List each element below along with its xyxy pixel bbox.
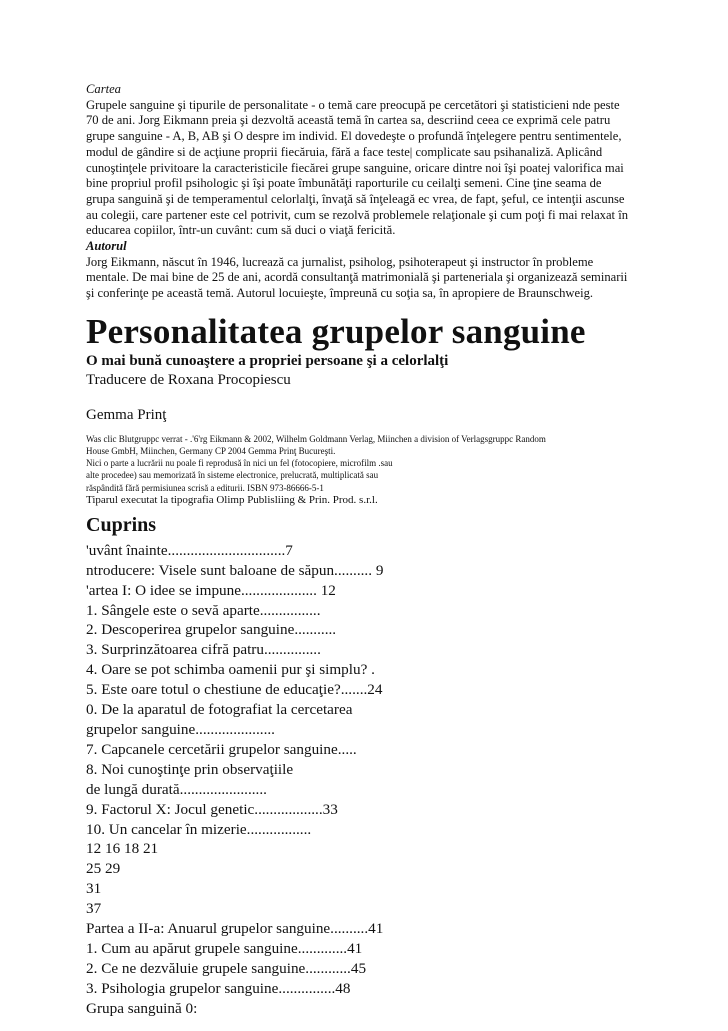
toc-entry: Grupa sanguină 0: — [86, 999, 198, 1017]
fine-print-line: alte procedee) sau memorizată în sisteme electronice, prelucrată, multiplicată sau — [86, 470, 379, 481]
toc-entry: 1. Sângele este o sevă aparte................ — [86, 601, 321, 619]
toc-entry: 3. Surprinzătoarea cifră patru............... — [86, 641, 321, 659]
document-page — [86, 82, 666, 1019]
toc-entry: 'uvânt înainte...............................7 — [86, 541, 293, 559]
fine-print-line: Was clic Blutgruppc verrat - .'6'rg Eikmann & 2002, Wilhelm Goldmann Verlag, Miinchen a division of Verlagsgruppc Random — [86, 433, 546, 444]
description-line: educarea copiilor, într-un cuvânt: cum să duci o viaţă fericită. — [86, 223, 396, 238]
toc-entry: 4. Oare se pot schimba oamenii pur şi simplu? . — [86, 661, 375, 679]
toc-entry: ntroducere: Visele sunt baloane de săpun.......... 9 — [86, 561, 384, 579]
author-line: mentale. De mai bine de 25 de ani, acordă consultanţă matrimonială şi parteneriala şi organizează seminarii — [86, 270, 628, 285]
fine-print-line: Nici o parte a lucrării nu poale fi reprodusă în nici un fel (fotocopiere, microfilm .sau — [86, 458, 393, 469]
toc-entry: 7. Capcanele cercetării grupelor sanguine..... — [86, 740, 357, 758]
toc-entry: de lungă durată....................... — [86, 780, 267, 798]
toc-page-numbers: 37 — [86, 900, 102, 918]
description-line: grupa sanguină şi de temperamentul celorlalţi, învaţă să înţeleagă ec vrea, de fapt, şeful, ce intenţii ascunse — [86, 191, 625, 206]
translator-credit: Traducere de Roxana Procopiescu — [86, 371, 291, 388]
publisher-name: Gemma Prinţ — [86, 406, 167, 423]
description-line: grupe sanguine - A, B, AB şi O despre im individ. El dovedeşte o profundă înţelegere pentru sentimentele, — [86, 129, 622, 144]
toc-entry: 9. Factorul X: Jocul genetic..................33 — [86, 800, 338, 818]
toc-entry: 10. Un cancelar în mizerie................. — [86, 820, 312, 838]
fine-print-line: House GmbH, Miinchen, Germany CP 2004 Gemma Prinţ Bucureşti. — [86, 446, 336, 457]
toc-entry: 'artea I: O idee se impune.................... 12 — [86, 581, 336, 599]
toc-entry: 0. De la aparatul de fotografiat la cercetarea — [86, 701, 353, 719]
description-line: modul de gândire si de acţiune proprii fiecăruia, fără a face teste| complicate sau psihanaliză. Aplicând — [86, 144, 603, 159]
section-heading-cartea: Cartea — [86, 82, 121, 96]
description-line: Grupele sanguine şi tipurile de personalitate - o temă care preocupă pe cercetători şi statisticieni nde peste — [86, 97, 620, 112]
toc-entry: 3. Psihologia grupelor sanguine...............48 — [86, 979, 351, 997]
toc-page-numbers: 25 29 — [86, 860, 121, 878]
description-line: 70 de ani. Jorg Eikmann preia şi dezvoltă această temă în cartea sa, descriind ceea ce exprimă cele patru — [86, 113, 611, 128]
toc-entry: 2. Descoperirea grupelor sanguine........... — [86, 621, 337, 639]
toc-entry: 1. Cum au apărut grupele sanguine.............41 — [86, 939, 363, 957]
copyright-notice — [86, 433, 666, 507]
book-subtitle: O mai bună cunoaştere a propriei persoane şi a celorlalţi — [86, 352, 449, 369]
description-line: cunoştinţele privitoare la caracteristicile fiecărei grupe sanguine, oricare dintre noi îşi poatej valorifica mai — [86, 160, 624, 175]
description-line: bine propriul profil psihologic şi îşi poate îmbunătăţi raporturile cu ceilalţi semeni. Cine ţine seama de — [86, 176, 602, 191]
book-description — [86, 82, 666, 302]
toc-heading: Cuprins — [86, 513, 157, 536]
description-line: au colegii, care partener este cel potrivit, cum se rezolvă problemele relaţionale şi cum poţi fi mai relaxat în — [86, 207, 628, 222]
table-of-contents — [86, 541, 666, 1019]
toc-entry: 5. Este oare totul o chestiune de educaţie?.......24 — [86, 681, 383, 699]
toc-entry: grupelor sanguine..................... — [86, 721, 275, 739]
book-title: Personalitatea grupelor sanguine — [86, 311, 586, 351]
author-line: şi conferinţe pe această temă. Autorul locuieşte, împreună cu soţia sa, în apropiere de Braunschweig. — [86, 286, 594, 301]
toc-entry: 8. Noi cunoştinţe prin observaţiile — [86, 760, 294, 778]
section-heading-autorul: Autorul — [86, 239, 127, 254]
toc-entry: Partea a II-a: Anuarul grupelor sanguine..........41 — [86, 920, 384, 938]
printer-note: Tiparul executat la tipografia Olimp Publisliing & Prin. Prod. s.r.l. — [86, 493, 378, 506]
fine-print-line: răspândită fără permisiunea scrisă a editurii. ISBN 973-86666-5-1 — [86, 482, 324, 493]
toc-entry: 2. Ce ne dezvăluie grupele sanguine............45 — [86, 959, 367, 977]
author-line: Jorg Eikmann, născut în 1946, lucrează ca jurnalist, psiholog, psihoterapeut şi instructor în probleme — [86, 254, 594, 269]
toc-page-numbers: 12 16 18 21 — [86, 840, 159, 858]
toc-page-numbers: 31 — [86, 880, 102, 898]
